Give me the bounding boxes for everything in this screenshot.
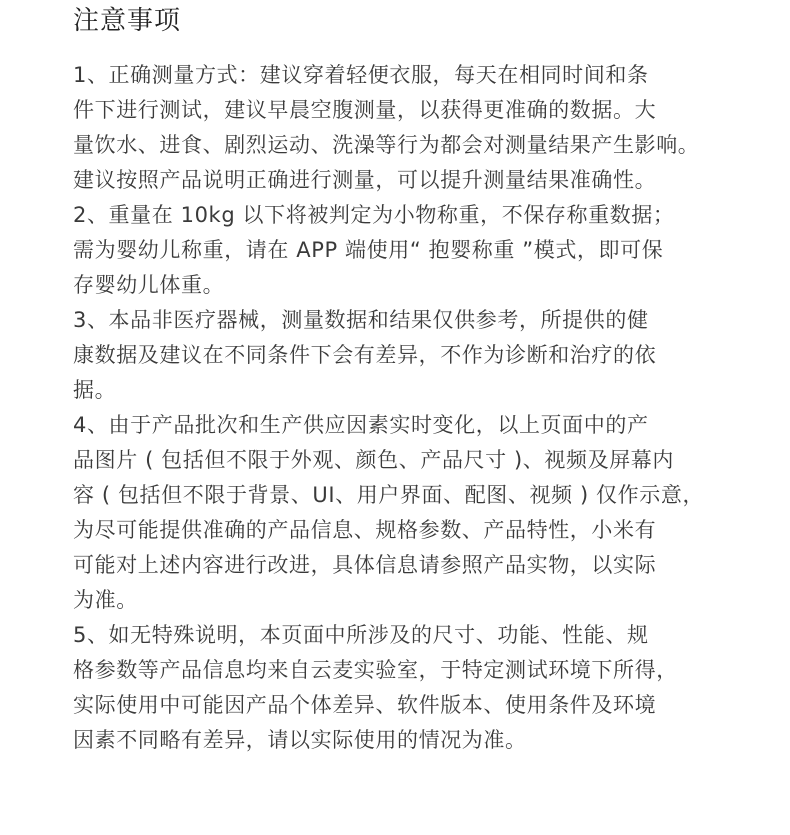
note-line: 为尽可能提供准确的产品信息、规格参数、产品特性，小米有 xyxy=(73,518,657,542)
note-line: 需为婴幼儿称重，请在 APP 端使用“ 抱婴称重 ”模式，即可保 xyxy=(73,238,664,262)
notice-page xyxy=(73,4,733,758)
note-line: 实际使用中可能因产品个体差异、软件版本、使用条件及环境 xyxy=(73,693,657,717)
note-item-2 xyxy=(73,198,733,303)
note-line: 建议按照产品说明正确进行测量，可以提升测量结果准确性。 xyxy=(73,168,657,192)
note-line: 量饮水、进食、剧烈运动、洗澡等行为都会对测量结果产生影响。 xyxy=(73,133,700,157)
note-line: 1、正确测量方式：建议穿着轻便衣服，每天在相同时间和条 xyxy=(73,63,649,87)
note-item-5 xyxy=(73,618,733,758)
note-line: 3、本品非医疗器械，测量数据和结果仅供参考，所提供的健 xyxy=(73,308,649,332)
note-line: 2、重量在 10kg 以下将被判定为小物称重，不保存称重数据； xyxy=(73,203,675,227)
notes-list xyxy=(73,58,733,758)
note-item-4 xyxy=(73,408,733,618)
note-item-1 xyxy=(73,58,733,198)
note-line: 为准。 xyxy=(73,588,138,612)
note-line: 品图片 ( 包括但不限于外观、颜色、产品尺寸 )、视频及屏幕内 xyxy=(73,448,675,472)
note-line: 因素不同略有差异，请以实际使用的情况为准。 xyxy=(73,728,527,752)
note-line: 5、如无特殊说明，本页面中所涉及的尺寸、功能、性能、规 xyxy=(73,623,649,647)
note-line: 容 ( 包括但不限于背景、UI、用户界面、配图、视频 ) 仅作示意， xyxy=(73,483,705,507)
page-title: 注意事项 xyxy=(73,6,182,36)
note-item-3 xyxy=(73,303,733,408)
note-line: 康数据及建议在不同条件下会有差异，不作为诊断和治疗的依 xyxy=(73,343,657,367)
note-line: 据。 xyxy=(73,378,117,402)
note-line: 4、由于产品批次和生产供应因素实时变化，以上页面中的产 xyxy=(73,413,649,437)
note-line: 件下进行测试，建议早晨空腹测量，以获得更准确的数据。大 xyxy=(73,98,657,122)
note-line: 格参数等产品信息均来自云麦实验室，于特定测试环境下所得， xyxy=(73,658,678,682)
note-line: 可能对上述内容进行改进，具体信息请参照产品实物，以实际 xyxy=(73,553,657,577)
note-line: 存婴幼儿体重。 xyxy=(73,273,225,297)
